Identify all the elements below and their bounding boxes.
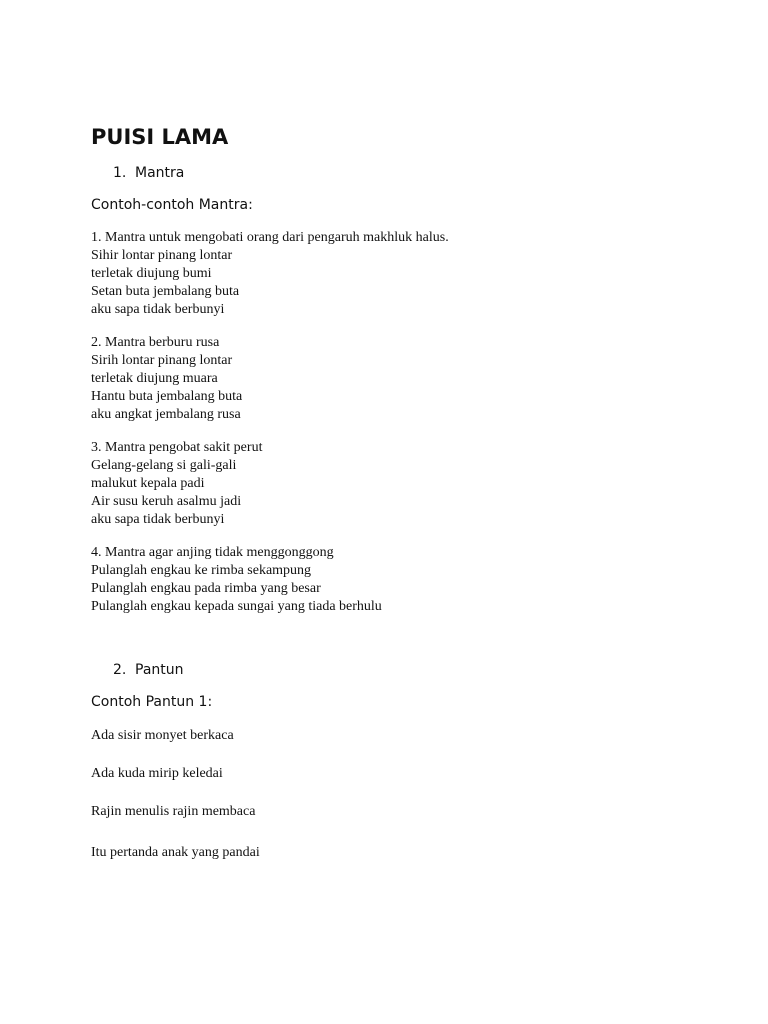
pantun-line: Ada sisir monyet berkaca [91, 728, 234, 743]
section-heading-pantun [113, 661, 184, 679]
poem-line: Setan buta jembalang buta [91, 284, 240, 299]
poem-line: Air susu keruh asalmu jadi [91, 494, 242, 509]
pantun-line: Itu pertanda anak yang pandai [91, 845, 260, 860]
mantra-example-1 [91, 229, 449, 319]
pantun-subheading: Contoh Pantun 1: [91, 694, 213, 710]
pantun-line: Rajin menulis rajin membaca [91, 804, 256, 819]
poem-line: malukut kepala padi [91, 476, 205, 491]
poem-line: 3. Mantra pengobat sakit perut [91, 440, 263, 455]
pantun-line: Ada kuda mirip keledai [91, 766, 223, 781]
poem-line: Pulanglah engkau ke rimba sekampung [91, 563, 312, 578]
mantra-example-2 [91, 334, 242, 424]
poem-line: Sirih lontar pinang lontar [91, 353, 233, 368]
poem-line: terletak diujung muara [91, 371, 218, 386]
poem-line: terletak diujung bumi [91, 266, 212, 281]
poem-line: aku angkat jembalang rusa [91, 407, 241, 422]
section-number: 1. [113, 165, 127, 181]
section-number: 2. [113, 662, 127, 678]
poem-line: Pulanglah engkau kepada sungai yang tiada berhulu [91, 599, 382, 614]
section-label: Mantra [135, 165, 185, 181]
mantra-example-4 [91, 544, 382, 616]
poem-line: Gelang-gelang si gali-gali [91, 458, 237, 473]
poem-line: 4. Mantra agar anjing tidak menggonggong [91, 545, 334, 560]
poem-line: aku sapa tidak berbunyi [91, 512, 225, 527]
section-label: Pantun [135, 662, 184, 678]
poem-line: 2. Mantra berburu rusa [91, 335, 220, 350]
poem-line: Sihir lontar pinang lontar [91, 248, 233, 263]
page-title: PUISI LAMA [91, 125, 229, 149]
mantra-subheading: Contoh-contoh Mantra: [91, 197, 253, 213]
section-heading-mantra [113, 164, 184, 182]
poem-line: Pulanglah engkau pada rimba yang besar [91, 581, 321, 596]
poem-line: aku sapa tidak berbunyi [91, 302, 225, 317]
mantra-example-3 [91, 439, 262, 529]
poem-line: Hantu buta jembalang buta [91, 389, 243, 404]
poem-line: 1. Mantra untuk mengobati orang dari pengaruh makhluk halus. [91, 230, 449, 245]
